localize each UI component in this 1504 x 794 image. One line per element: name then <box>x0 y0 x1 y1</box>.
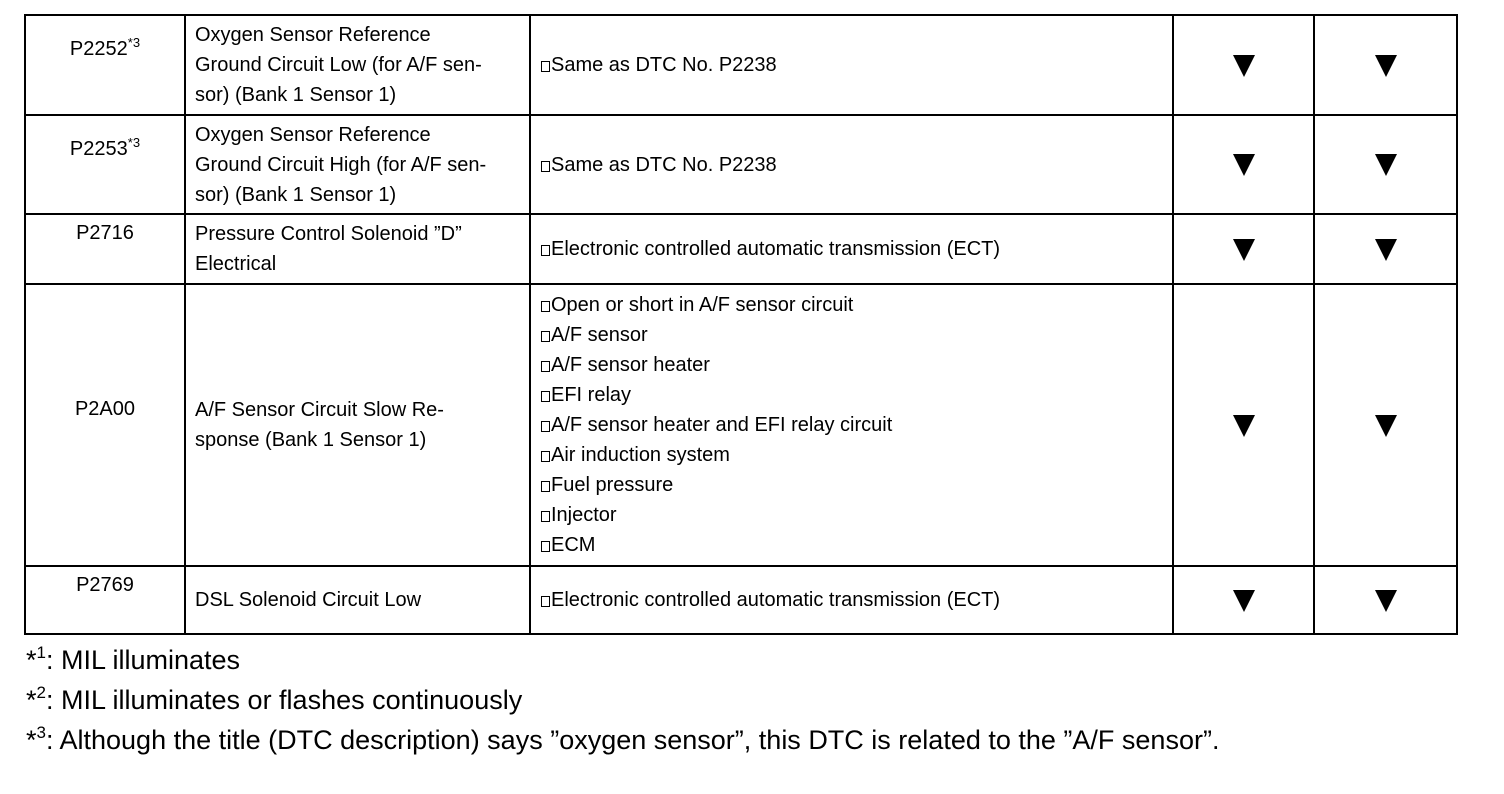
dtc-description-cell <box>185 566 530 634</box>
dtc-description-cell <box>185 115 530 214</box>
mark-cell <box>1173 566 1314 634</box>
dtc-code-footnote: *3 <box>127 135 141 150</box>
dtc-description-line: Ground Circuit Low (for A/F sen- <box>195 54 482 76</box>
checkbox-icon <box>541 421 550 432</box>
dtc-description-line: Ground Circuit High (for A/F sen- <box>195 153 487 176</box>
triangle-down-icon <box>1233 55 1255 77</box>
checkbox-icon <box>541 451 550 462</box>
trouble-area-item <box>541 290 1172 320</box>
trouble-area-item <box>541 410 1172 440</box>
dtc-code: P2A00 <box>74 398 136 420</box>
trouble-area-item <box>541 380 1172 410</box>
footnote-number: 2 <box>36 683 46 702</box>
footnote-text: : Although the title (DTC description) says ”oxygen sensor”, this DTC is related to the ”A/F sensor”. <box>45 725 1220 755</box>
triangle-down-icon <box>1233 239 1255 261</box>
dtc-description-line: sor) (Bank 1 Sensor 1) <box>195 183 397 206</box>
checkbox-icon <box>541 481 550 492</box>
trouble-area-text: Air induction system <box>551 444 730 466</box>
footnote-number: 1 <box>36 643 46 662</box>
triangle-down-icon <box>1375 415 1397 437</box>
checkbox-icon <box>541 511 550 522</box>
dtc-description-line: sor) (Bank 1 Sensor 1) <box>195 84 397 106</box>
dtc-description-line: Pressure Control Solenoid ”D” <box>195 223 462 245</box>
dtc-code: P2769 <box>76 574 134 596</box>
trouble-area-item <box>541 470 1172 500</box>
trouble-area-text: A/F sensor <box>551 324 648 346</box>
mark-cell <box>1173 284 1314 566</box>
trouble-area-item <box>541 585 1172 615</box>
trouble-area-cell <box>530 284 1173 566</box>
checkbox-icon <box>541 331 550 342</box>
table-row <box>25 15 1457 115</box>
trouble-area-text: Same as DTC No. P2238 <box>551 54 777 76</box>
dtc-table <box>24 14 1458 635</box>
mark-cell <box>1314 115 1457 214</box>
trouble-area-item <box>541 234 1172 264</box>
footnote-mark: * <box>26 685 37 715</box>
trouble-area-item <box>541 500 1172 530</box>
footnote-mark: * <box>26 645 37 675</box>
trouble-area-item <box>541 50 1172 80</box>
trouble-area-item <box>541 440 1172 470</box>
footnote-mark: * <box>26 725 37 755</box>
footnote-text: : MIL illuminates <box>45 645 241 675</box>
dtc-description-line: A/F Sensor Circuit Slow Re- <box>195 399 444 421</box>
mark-cell <box>1314 284 1457 566</box>
triangle-down-icon <box>1375 55 1397 77</box>
trouble-area-item <box>541 150 1172 180</box>
triangle-down-icon <box>1375 590 1397 612</box>
table-row <box>25 214 1457 284</box>
checkbox-icon <box>541 391 550 402</box>
trouble-area-cell <box>530 15 1173 115</box>
trouble-area-cell <box>530 566 1173 634</box>
footnote <box>26 640 1219 680</box>
footnote-text: : MIL illuminates or flashes continuously <box>45 685 523 715</box>
dtc-description-cell <box>185 214 530 284</box>
dtc-description-line: sponse (Bank 1 Sensor 1) <box>195 429 427 451</box>
checkbox-icon <box>541 301 550 312</box>
dtc-code-cell <box>25 115 185 214</box>
checkbox-icon <box>541 361 550 372</box>
trouble-area-text: A/F sensor heater <box>551 354 710 376</box>
mark-cell <box>1173 214 1314 284</box>
table-row <box>25 284 1457 566</box>
trouble-area-item <box>541 320 1172 350</box>
trouble-area-cell <box>530 115 1173 214</box>
triangle-down-icon <box>1233 590 1255 612</box>
dtc-code-cell <box>25 15 185 115</box>
trouble-area-text: Electronic controlled automatic transmission (ECT) <box>551 238 1001 260</box>
checkbox-icon <box>541 596 550 607</box>
trouble-area-item <box>541 530 1172 560</box>
checkbox-icon <box>541 541 550 552</box>
table-row <box>25 566 1457 634</box>
dtc-code-footnote: *3 <box>127 35 141 50</box>
dtc-code: P2252 <box>69 38 128 60</box>
trouble-area-text: A/F sensor heater and EFI relay circuit <box>551 414 893 436</box>
trouble-area-text: Same as DTC No. P2238 <box>551 153 777 176</box>
checkbox-icon <box>541 61 550 72</box>
trouble-area-text: Open or short in A/F sensor circuit <box>551 294 854 316</box>
triangle-down-icon <box>1233 154 1255 176</box>
mark-cell <box>1314 214 1457 284</box>
trouble-area-text: Fuel pressure <box>551 474 674 496</box>
dtc-code: P2253 <box>69 138 128 160</box>
checkbox-icon <box>541 245 550 256</box>
mark-cell <box>1173 15 1314 115</box>
footnote <box>26 680 1219 720</box>
dtc-code-cell <box>25 284 185 566</box>
dtc-description-line: DSL Solenoid Circuit Low <box>195 589 422 611</box>
footnote <box>26 720 1219 760</box>
checkbox-icon <box>541 161 550 172</box>
trouble-area-item <box>541 350 1172 380</box>
mark-cell <box>1173 115 1314 214</box>
table-row <box>25 115 1457 214</box>
trouble-area-text: Electronic controlled automatic transmission (ECT) <box>551 589 1001 611</box>
trouble-area-text: Injector <box>551 504 617 526</box>
footnote-number: 3 <box>36 723 46 742</box>
footnotes <box>26 640 1219 760</box>
dtc-description-line: Oxygen Sensor Reference <box>195 24 431 46</box>
dtc-code-cell <box>25 566 185 634</box>
dtc-description-line: Electrical <box>195 253 277 275</box>
dtc-description-cell <box>185 15 530 115</box>
dtc-code-cell <box>25 214 185 284</box>
mark-cell <box>1314 15 1457 115</box>
triangle-down-icon <box>1375 239 1397 261</box>
triangle-down-icon <box>1375 154 1397 176</box>
dtc-code: P2716 <box>76 222 134 244</box>
dtc-description-cell <box>185 284 530 566</box>
trouble-area-text: EFI relay <box>551 384 632 406</box>
triangle-down-icon <box>1233 415 1255 437</box>
trouble-area-text: ECM <box>551 534 596 556</box>
dtc-description-line: Oxygen Sensor Reference <box>195 123 431 146</box>
mark-cell <box>1314 566 1457 634</box>
trouble-area-cell <box>530 214 1173 284</box>
